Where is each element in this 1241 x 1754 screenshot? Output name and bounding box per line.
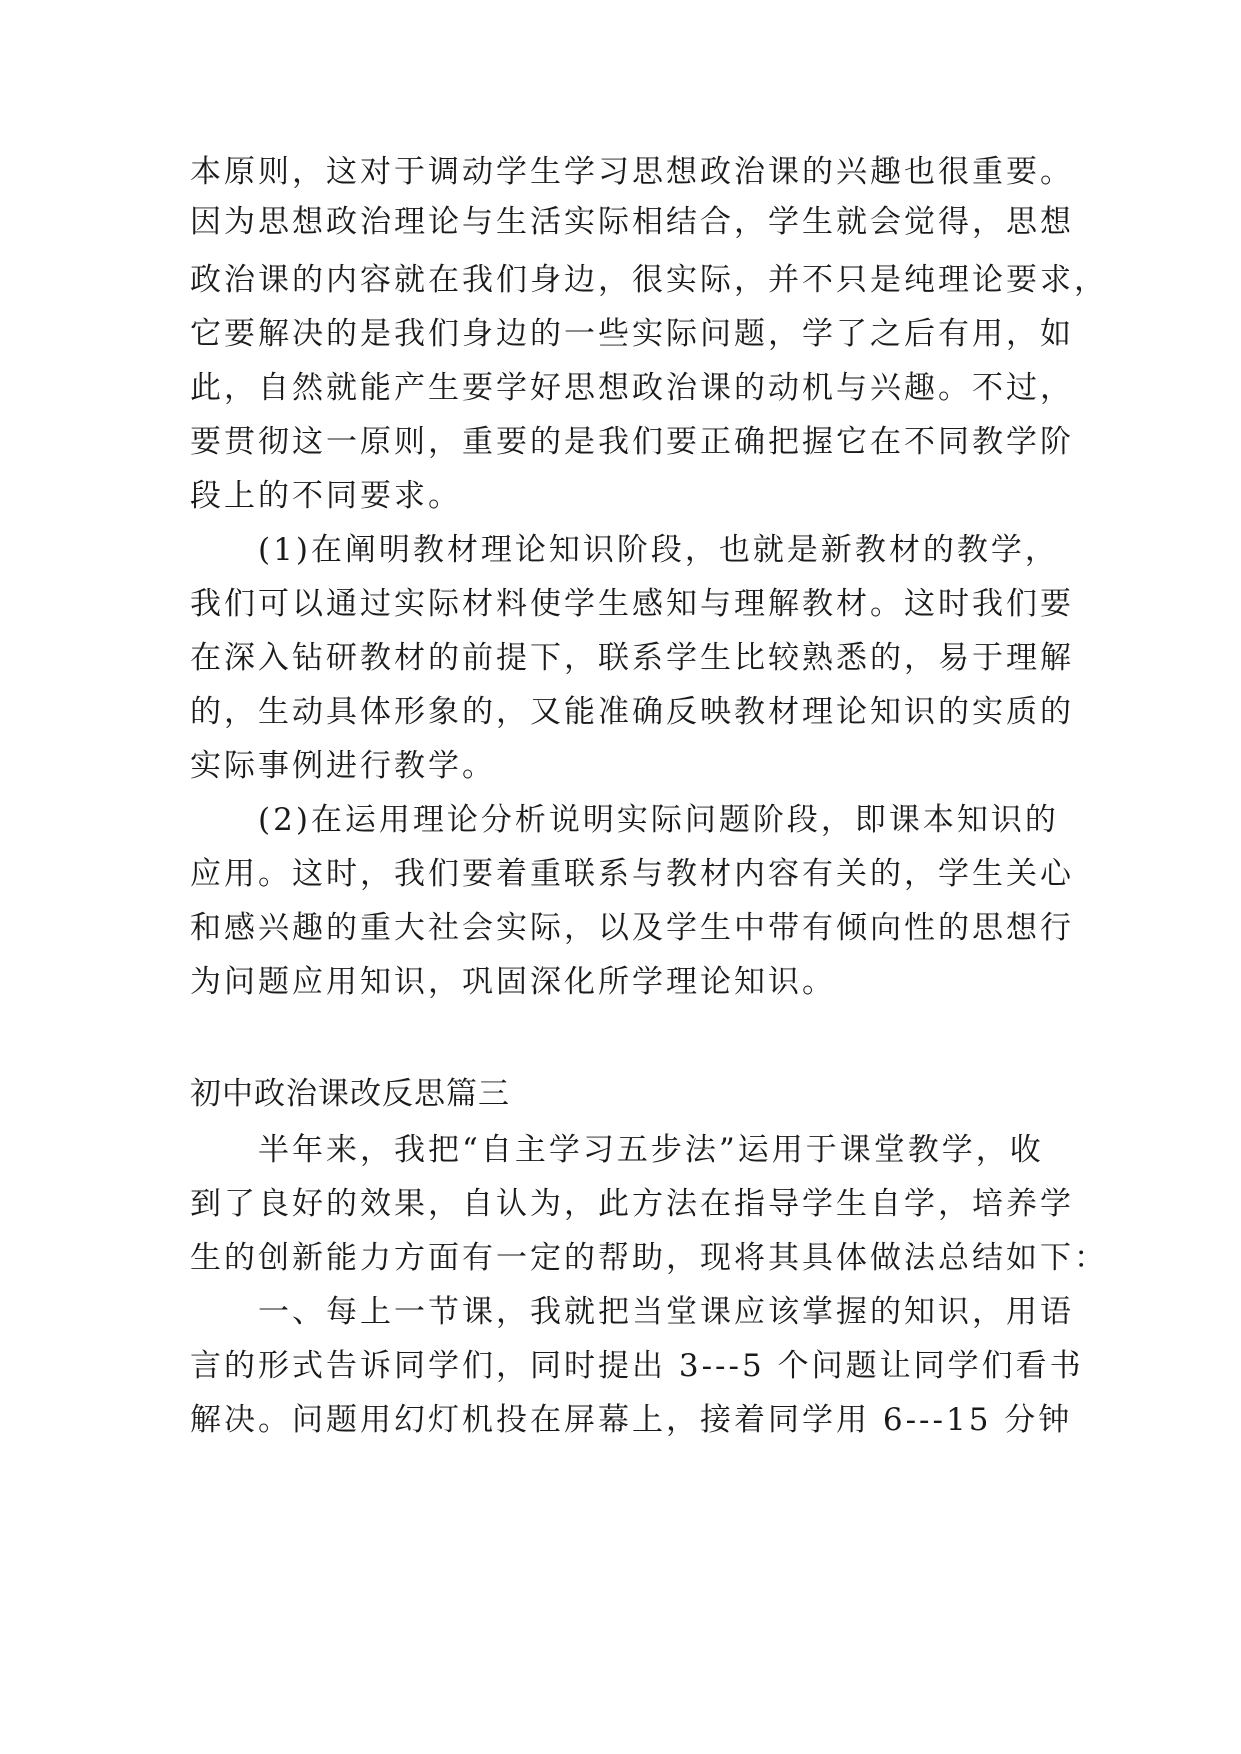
text-line: 此，自然就能产生要学好思想政治课的动机与兴趣。不过， — [190, 370, 1074, 406]
text-line: 段上的不同要求。 — [190, 478, 462, 514]
text-line: 在深入钻研教材的前提下，联系学生比较熟悉的，易于理解 — [190, 640, 1074, 676]
text-line: (1)在阐明教材理论知识阶段，也就是新教材的教学， — [190, 532, 1059, 568]
text-line: 我们可以通过实际材料使学生感知与理解教材。这时我们要 — [190, 586, 1074, 622]
text-line: 生的创新能力方面有一定的帮助，现将其具体做法总结如下： — [190, 1240, 1108, 1276]
text-line: 和感兴趣的重大社会实际，以及学生中带有倾向性的思想行 — [190, 910, 1074, 946]
text-line: 言的形式告诉同学们，同时提出 3---5 个问题让同学们看书 — [190, 1348, 1084, 1384]
text-line: 的，生动具体形象的，又能准确反映教材理论知识的实质的 — [190, 694, 1074, 730]
text-line: 半年来，我把“自主学习五步法”运用于课堂教学，收 — [190, 1132, 1044, 1168]
text-line: 到了良好的效果，自认为，此方法在指导学生自学，培养学 — [190, 1186, 1074, 1222]
text-line: 为问题应用知识，巩固深化所学理论知识。 — [190, 964, 836, 1000]
text-line: (2)在运用理论分析说明实际问题阶段，即课本知识的 — [190, 802, 1059, 838]
text-line: 本原则，这对于调动学生学习思想政治课的兴趣也很重要。 — [190, 154, 1074, 190]
text-line: 解决。问题用幻灯机投在屏幕上，接着同学用 6---15 分钟 — [190, 1402, 1073, 1438]
text-line: 它要解决的是我们身边的一些实际问题，学了之后有用，如 — [190, 316, 1074, 352]
text-line: 要贯彻这一原则，重要的是我们要正确把握它在不同教学阶 — [190, 424, 1074, 460]
text-line: 应用。这时，我们要着重联系与教材内容有关的，学生关心 — [190, 856, 1074, 892]
text-line: 实际事例进行教学。 — [190, 748, 496, 784]
text-line: 一、每上一节课，我就把当堂课应该掌握的知识，用语 — [190, 1294, 1074, 1330]
text-line: 政治课的内容就在我们身边，很实际，并不只是纯理论要求， — [190, 262, 1108, 298]
text-line: 因为思想政治理论与生活实际相结合，学生就会觉得，思想 — [190, 204, 1074, 240]
section-heading: 初中政治课改反思篇三 — [190, 1076, 510, 1112]
